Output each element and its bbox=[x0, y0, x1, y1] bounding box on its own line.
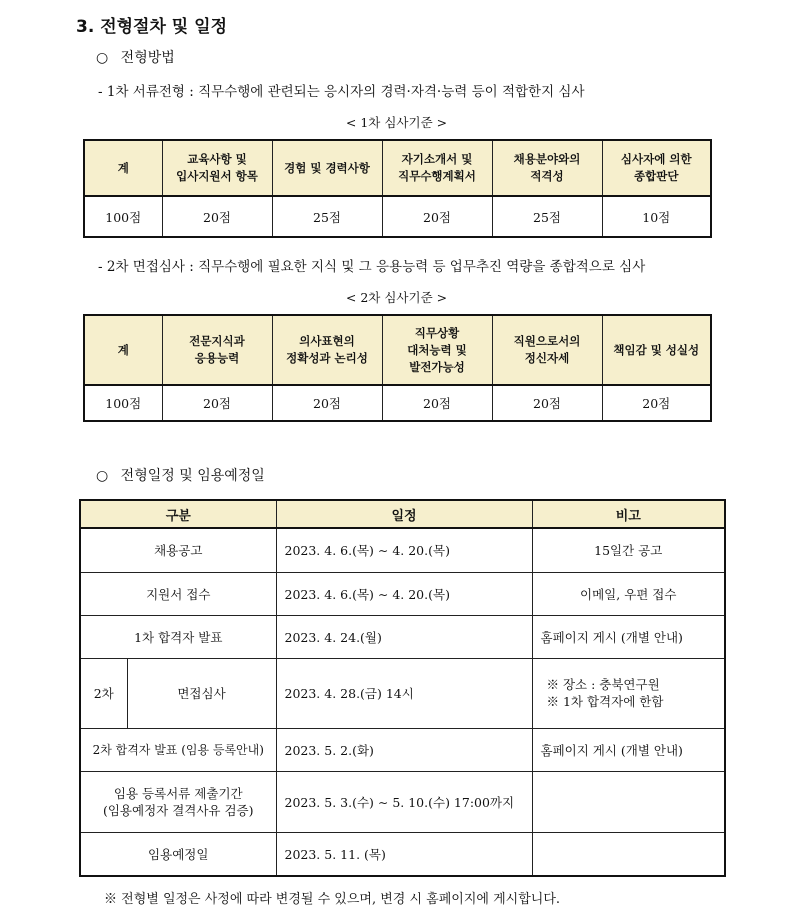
schedule-heading-text: 전형일정 및 임용예정일 bbox=[120, 468, 265, 484]
header-cell: 심사자에 의한 종합판단 bbox=[602, 140, 711, 196]
table-row bbox=[80, 615, 725, 658]
value-cell: 100점 bbox=[84, 196, 162, 237]
row-note bbox=[532, 771, 725, 832]
header-cell: 직원으로서의 정신자세 bbox=[492, 315, 602, 385]
second-stage-description: - 2차 면접심사 : 직무수행에 필요한 지식 및 그 응용능력 등 업무추진 역량을 종합적으로 심사 bbox=[98, 259, 646, 275]
value-cell: 20점 bbox=[162, 196, 272, 237]
header-cell: 경험 및 경력사항 bbox=[272, 140, 382, 196]
footnote: ※ 전형별 일정은 사정에 따라 변경될 수 있으며, 변경 시 홈페이지에 게시합니다. bbox=[104, 892, 561, 907]
header-cell: 직무상황 대처능력 및 발전가능성 bbox=[382, 315, 492, 385]
row-label: 지원서 접수 bbox=[80, 572, 276, 615]
row-date: 2023. 4. 6.(목) ∼ 4. 20.(목) bbox=[276, 572, 532, 615]
row-label bbox=[80, 771, 276, 832]
value-cell: 20점 bbox=[602, 385, 711, 421]
header-cell: 계 bbox=[84, 315, 162, 385]
row-label: 임용예정일 bbox=[80, 832, 276, 876]
header-cell: 채용분야와의 적격성 bbox=[492, 140, 602, 196]
header-cell: 일정 bbox=[276, 500, 532, 528]
first-criteria-value-row bbox=[84, 196, 711, 237]
row-note bbox=[532, 832, 725, 876]
header-cell: 구분 bbox=[80, 500, 276, 528]
label-line: 임용 등록서류 제출기간 bbox=[113, 785, 243, 801]
first-criteria-table bbox=[83, 139, 712, 238]
circle-bullet-icon: ○ bbox=[96, 468, 109, 484]
first-criteria-caption: < 1차 심사기준 > bbox=[345, 115, 448, 130]
second-criteria-value-row bbox=[84, 385, 711, 421]
section-title: 3. 전형절차 및 일정 bbox=[76, 17, 227, 37]
table-row bbox=[80, 728, 725, 771]
header-cell: 교육사항 및 입사지원서 항목 bbox=[162, 140, 272, 196]
row-label: 면접심사 bbox=[127, 658, 276, 728]
row-label: 채용공고 bbox=[80, 528, 276, 572]
second-criteria-table bbox=[83, 314, 712, 422]
table-row bbox=[80, 528, 725, 572]
label-line: (임용예정자 결격사유 검증) bbox=[102, 802, 254, 818]
header-cell: 책임감 및 성실성 bbox=[602, 315, 711, 385]
row-date: 2023. 5. 11. (목) bbox=[276, 832, 532, 876]
value-cell: 20점 bbox=[382, 196, 492, 237]
row-label: 1차 합격자 발표 bbox=[80, 615, 276, 658]
first-criteria-header-row bbox=[84, 140, 711, 196]
table-row bbox=[80, 771, 725, 832]
first-stage-description: - 1차 서류전형 : 직무수행에 관련되는 응시자의 경력·자격·능력 등이 적합한지 심사 bbox=[98, 84, 585, 100]
second-criteria-caption: < 2차 심사기준 > bbox=[345, 290, 448, 305]
table-row bbox=[80, 658, 725, 728]
row-date: 2023. 4. 6.(목) ∼ 4. 20.(목) bbox=[276, 528, 532, 572]
header-cell: 비고 bbox=[532, 500, 725, 528]
row-note: 이메일, 우편 접수 bbox=[532, 572, 725, 615]
value-cell: 100점 bbox=[84, 385, 162, 421]
row-note bbox=[532, 658, 725, 728]
value-cell: 10점 bbox=[602, 196, 711, 237]
table-row bbox=[80, 832, 725, 876]
value-cell: 20점 bbox=[162, 385, 272, 421]
method-heading bbox=[96, 47, 175, 67]
row-note: 홈페이지 게시 (개별 안내) bbox=[532, 615, 725, 658]
circle-bullet-icon: ○ bbox=[96, 50, 109, 66]
value-cell: 25점 bbox=[272, 196, 382, 237]
row-note: 홈페이지 게시 (개별 안내) bbox=[532, 728, 725, 771]
value-cell: 25점 bbox=[492, 196, 602, 237]
schedule-heading bbox=[96, 465, 265, 485]
schedule-table bbox=[79, 499, 726, 877]
value-cell: 20점 bbox=[492, 385, 602, 421]
row-date: 2023. 5. 3.(수) ∼ 5. 10.(수) 17:00까지 bbox=[276, 771, 532, 832]
row-date: 2023. 4. 28.(금) 14시 bbox=[276, 658, 532, 728]
header-cell: 전문지식과 응용능력 bbox=[162, 315, 272, 385]
note-line: ※ 1차 합격자에 한함 bbox=[546, 694, 664, 709]
note-line: ※ 장소 : 충북연구원 bbox=[546, 677, 660, 692]
value-cell: 20점 bbox=[382, 385, 492, 421]
header-cell: 계 bbox=[84, 140, 162, 196]
second-criteria-header-row bbox=[84, 315, 711, 385]
row-label: 2차 합격자 발표 (임용 등록안내) bbox=[80, 728, 276, 771]
schedule-header-row bbox=[80, 500, 725, 528]
row-date: 2023. 5. 2.(화) bbox=[276, 728, 532, 771]
row-group: 2차 bbox=[80, 658, 127, 728]
method-heading-text: 전형방법 bbox=[120, 50, 175, 66]
header-cell: 자기소개서 및 직무수행계획서 bbox=[382, 140, 492, 196]
value-cell: 20점 bbox=[272, 385, 382, 421]
row-note: 15일간 공고 bbox=[532, 528, 725, 572]
header-cell: 의사표현의 정확성과 논리성 bbox=[272, 315, 382, 385]
table-row bbox=[80, 572, 725, 615]
row-date: 2023. 4. 24.(월) bbox=[276, 615, 532, 658]
